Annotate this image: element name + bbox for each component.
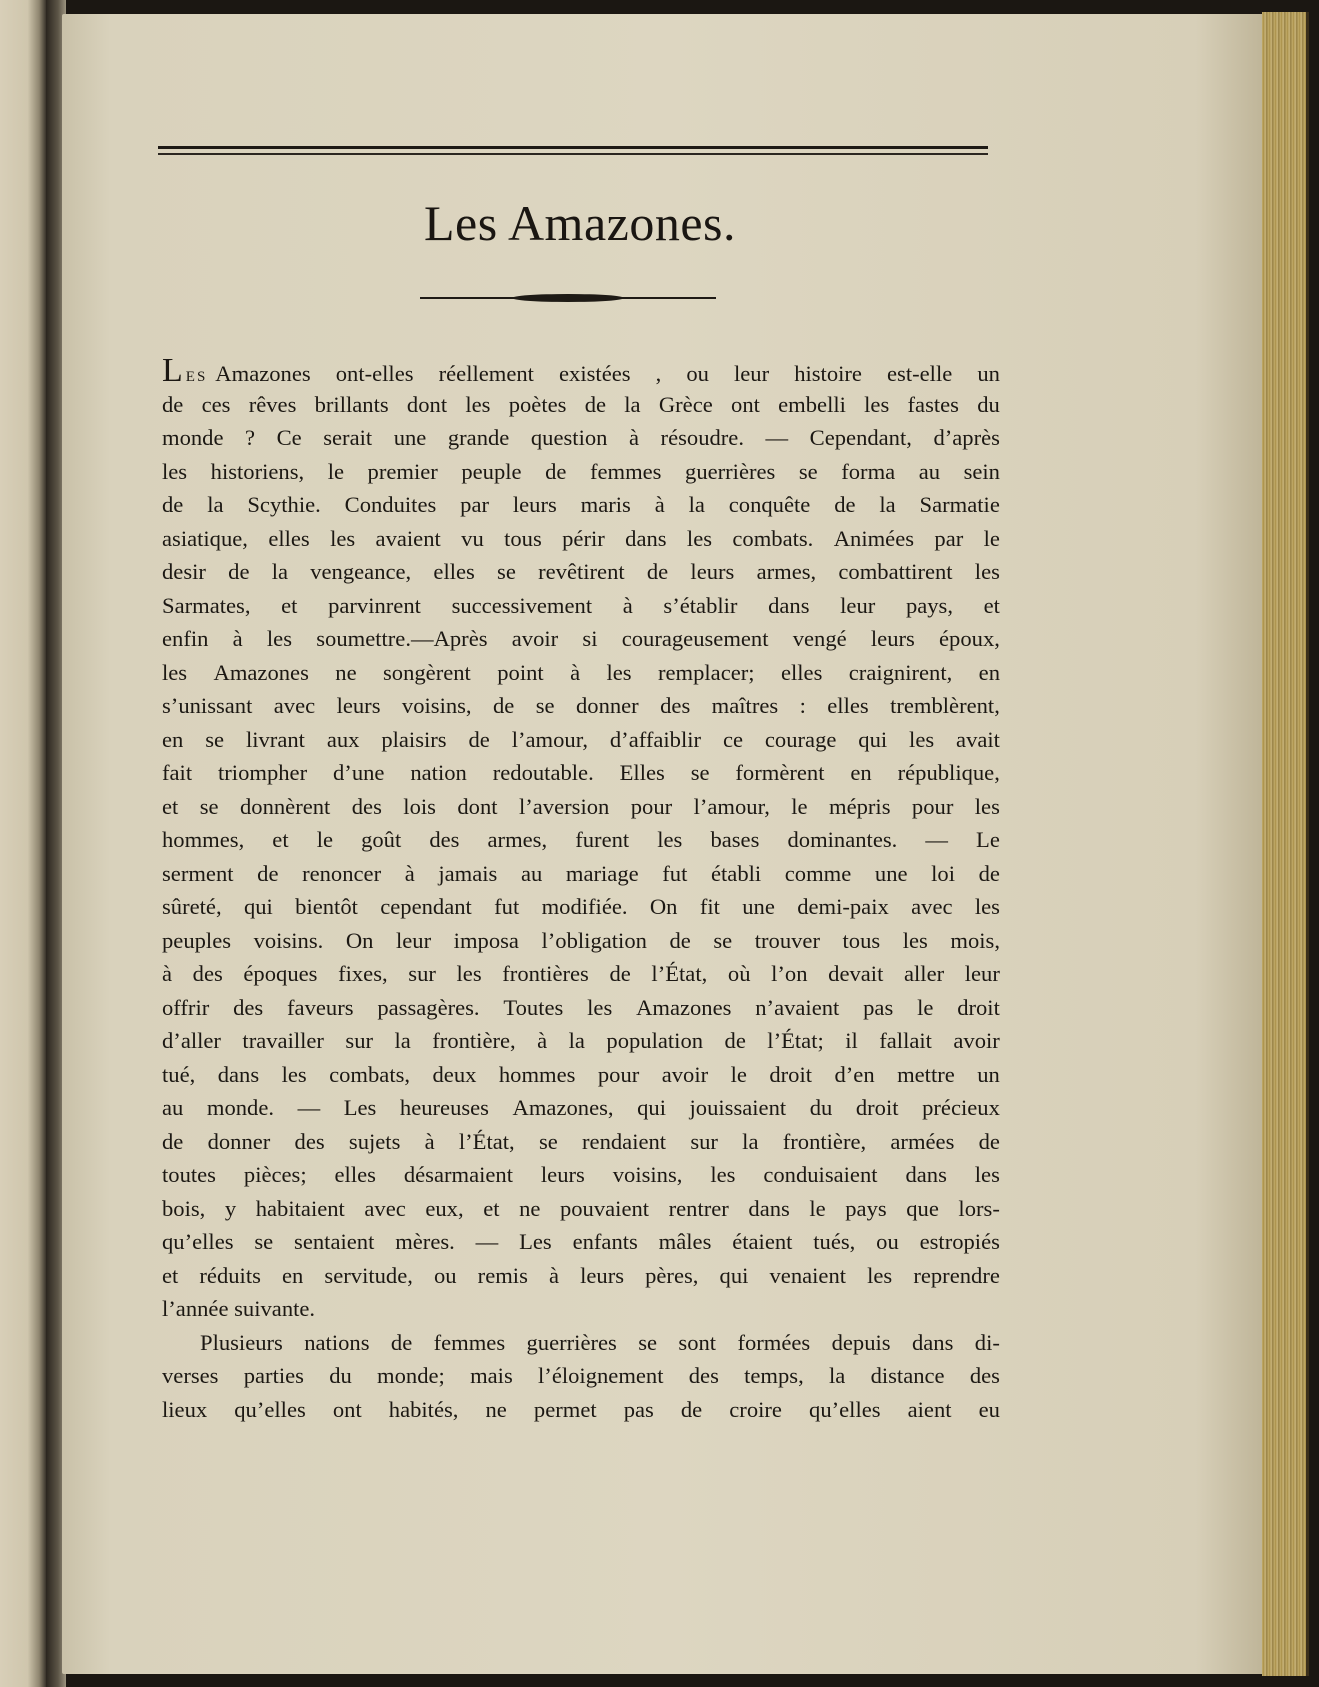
- text-line: offrir des faveurs passagères. Toutes les Amazones n’avaient pas le droit: [162, 994, 1000, 1020]
- text-line: toutes pièces; elles désarmaient leurs voisins, les conduisaient dans les: [162, 1162, 1000, 1187]
- text-line: Sarmates, et parvinrent successivement à s’établir dans leur pays, et: [162, 592, 1000, 618]
- page-edges: [1262, 12, 1309, 1676]
- text-line: de donner des sujets à l’État, se rendaient sur la frontière, armées de: [162, 1128, 1000, 1154]
- paragraph-1: [162, 388, 1000, 1326]
- text-line: de la Scythie. Conduites par leurs maris à la conquête de la Sarmatie: [162, 492, 1000, 517]
- facing-page-edge: [0, 0, 46, 1687]
- text-line: et se donnèrent des lois dont l’aversion pour l’amour, le mépris pour les: [162, 793, 1000, 819]
- text-line: lieux qu’elles ont habités, ne permet pas de croire qu’elles aient eu: [162, 1396, 1000, 1422]
- text-line: qu’elles se sentaient mères. — Les enfants mâles étaient tués, ou estropiés: [162, 1229, 1000, 1254]
- text-line: et réduits en servitude, ou remis à leurs pères, qui venaient les reprendre: [162, 1262, 1000, 1288]
- text-line: asiatique, elles les avaient vu tous périr dans les combats. Animées par le: [162, 525, 1000, 551]
- text-line: tué, dans les combats, deux hommes pour avoir le droit d’en mettre un: [162, 1061, 1000, 1087]
- text-line: verses parties du monde; mais l’éloignement des temps, la distance des: [162, 1363, 1000, 1388]
- paragraph-2: [162, 1326, 1000, 1427]
- text-line: les historiens, le premier peuple de femmes guerrières se forma au sein: [162, 458, 1000, 484]
- text-line: enfin à les soumettre.—Après avoir si courageusement vengé leurs époux,: [162, 626, 1000, 651]
- text-line: [162, 354, 1000, 388]
- drop-cap: L: [162, 352, 183, 389]
- text-line: sûreté, qui bientôt cependant fut modifiée. On fit une demi-paix avec les: [162, 894, 1000, 919]
- text-line: bois, y habitaient avec eux, et ne pouvaient rentrer dans le pays que lors-: [162, 1195, 1000, 1221]
- header-double-rule: [158, 146, 988, 156]
- text-line: de ces rêves brillants dont les poètes de la Grèce ont embelli les fastes du: [162, 391, 1000, 417]
- title-ornament-rule: [420, 294, 716, 302]
- text-line: Plusieurs nations de femmes guerrières se sont formées depuis dans di-: [200, 1329, 1000, 1355]
- first-line-text: Amazones ont-elles réellement existées , ou leur histoire est-elle un: [215, 361, 1000, 386]
- text-line: en se livrant aux plaisirs de l’amour, d’affaiblir ce courage qui les avait: [162, 726, 1000, 752]
- text-line: fait triompher d’une nation redoutable. Elles se formèrent en république,: [162, 760, 1000, 785]
- chapter-title: Les Amazones.: [424, 195, 736, 251]
- text-line: monde ? Ce serait une grande question à résoudre. — Cependant, d’après: [162, 425, 1000, 450]
- text-line: desir de la vengeance, elles se revêtirent de leurs armes, combattirent les: [162, 559, 1000, 584]
- text-line: au monde. — Les heureuses Amazones, qui jouissaient du droit précieux: [162, 1095, 1000, 1120]
- text-line: hommes, et le goût des armes, furent les bases dominantes. — Le: [162, 827, 1000, 852]
- text-line: serment de renoncer à jamais au mariage fut établi comme une loi de: [162, 860, 1000, 886]
- text-line: s’unissant avec leurs voisins, de se donner des maîtres : elles tremblèrent,: [162, 693, 1000, 718]
- text-line: à des époques fixes, sur les frontières de l’État, où l’on devait aller leur: [162, 961, 1000, 986]
- text-line: peuples voisins. On leur imposa l’obligation de se trouver tous les mois,: [162, 927, 1000, 953]
- smallcaps-opening: ES: [185, 369, 208, 385]
- text-line: l’année suivante.: [162, 1296, 316, 1321]
- body-text: [162, 354, 1000, 1426]
- text-line: d’aller travailler sur la frontière, à la population de l’État; il fallait avoir: [162, 1028, 1000, 1053]
- text-line: les Amazones ne songèrent point à les remplacer; elles craignirent, en: [162, 659, 1000, 685]
